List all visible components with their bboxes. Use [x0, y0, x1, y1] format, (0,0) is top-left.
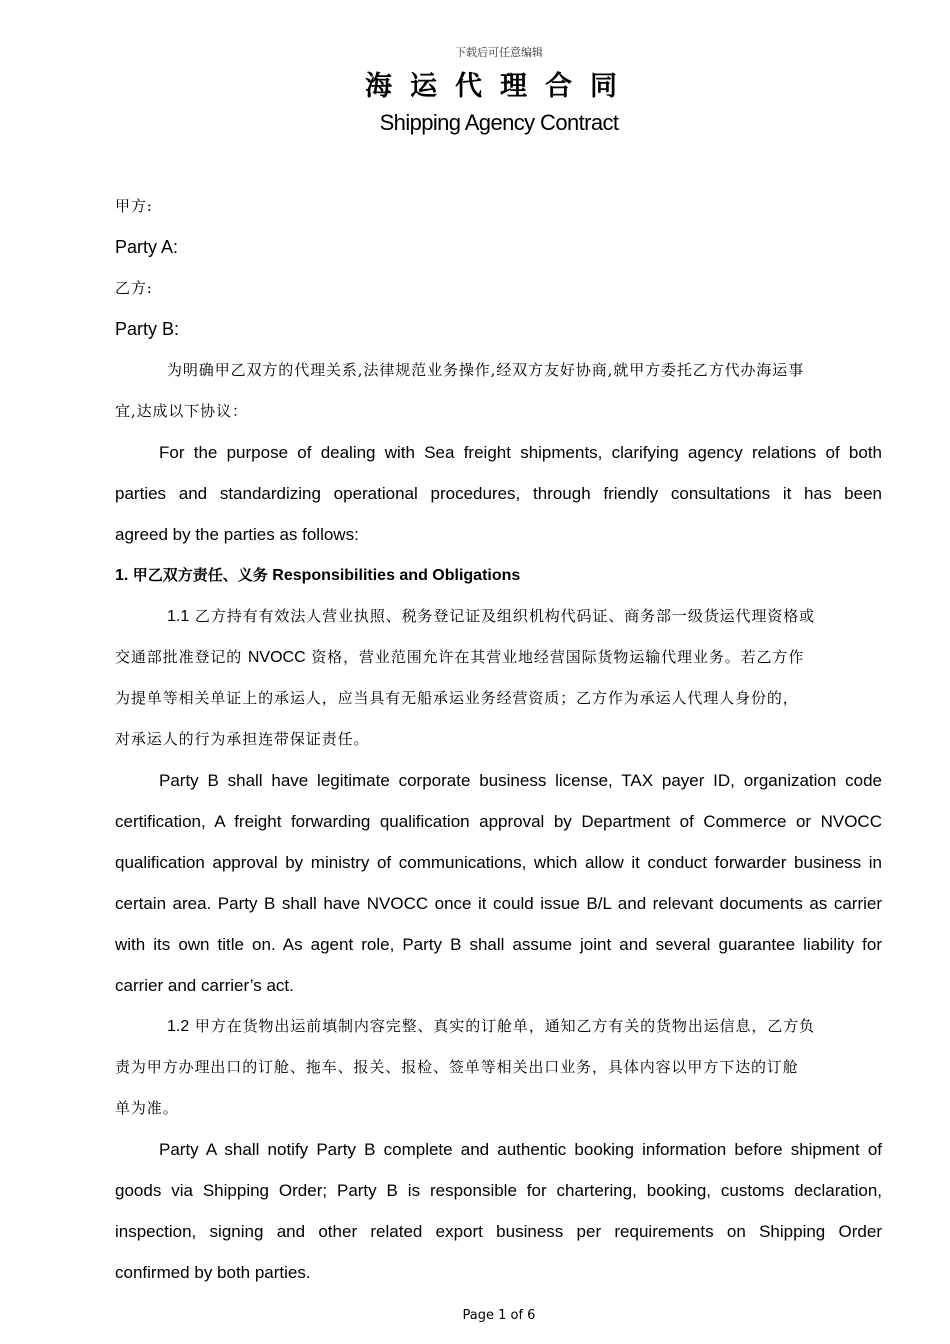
- clause-1-1-en-line-3: qualification approval by ministry of communications, which allow it conduct forwarder business in: [115, 853, 882, 872]
- clause-1-1-en-line-4: certain area. Party B shall have NVOCC once it could issue B/L and relevant documents as carrier: [115, 894, 882, 913]
- clause-1-2-en-line-1: Party A shall notify Party B complete and authentic booking information before shipment of: [159, 1140, 882, 1159]
- party-a-cn: 甲方:: [115, 197, 153, 215]
- intro-en-line-2: parties and standardizing operational procedures, through friendly consultations it has been: [115, 484, 882, 503]
- clause-1-2-en-line-4: confirmed by both parties.: [115, 1263, 311, 1282]
- document-body: [115, 186, 882, 1293]
- clause-1-2-cn-line-3: 单为准。: [115, 1099, 179, 1117]
- clause-1-2-number: 1.2: [167, 1018, 190, 1035]
- intro-cn-line-2: 宜,达成以下协议：: [115, 402, 248, 420]
- clause-1-1-cn-line-2: [115, 637, 882, 678]
- clause-1-1-en-line-5: with its own title on. As agent role, Party B shall assume joint and several guarantee liability for: [115, 935, 882, 954]
- clause-1-2-cn-text-1: 甲方在货物出运前填制内容完整、真实的订舱单，通知乙方有关的货物出运信息，乙方负: [194, 1017, 816, 1035]
- clause-1-1-nvocc: NVOCC: [247, 649, 306, 666]
- header-note: 下载后可任意编辑: [455, 46, 543, 59]
- clause-1-1-en-line-1: Party B shall have legitimate corporate business license, TAX payer ID, organization code: [159, 771, 882, 790]
- party-b-cn: 乙方:: [115, 279, 153, 297]
- clause-1-2-en-line-3: inspection, signing and other related export business per requirements on Shipping Order: [115, 1222, 882, 1241]
- clause-1-1-en-line-6: carrier and carrier’s act.: [115, 976, 294, 995]
- party-a-en: Party A:: [115, 237, 179, 257]
- section-1-heading: [115, 555, 882, 596]
- clause-1-2-cn-line-2: 责为甲方办理出口的订舱、拖车、报关、报检、签单等相关出口业务，具体内容以甲方下达的订舱: [115, 1058, 799, 1076]
- page-footer: Page 1 of 6: [462, 1308, 536, 1323]
- clause-1-1-cn-text-1: 乙方持有有效法人营业执照、税务登记证及组织机构代码证、商务部一级货运代理资格或: [194, 607, 816, 625]
- clause-1-2-en-line-2: goods via Shipping Order; Party B is responsible for chartering, booking, customs declaration,: [115, 1181, 882, 1200]
- section-1-title-en: Responsibilities and Obligations: [272, 567, 521, 584]
- section-1-title-cn: 甲乙双方责任、义务: [132, 566, 268, 584]
- clause-1-1-number: 1.1: [167, 608, 190, 625]
- party-b-en: Party B:: [115, 319, 180, 339]
- intro-cn-line-1: 为明确甲乙双方的代理关系,法律规范业务操作,经双方友好协商,就甲方委托乙方代办海运事: [167, 361, 805, 379]
- clause-1-1-cn-text-2c: 资格，营业范围允许在其营业地经营国际货物运输代理业务。若乙方作: [311, 648, 805, 666]
- intro-en-line-3: agreed by the parties as follows:: [115, 525, 359, 544]
- clause-1-1-cn-text-2a: 交通部批准登记的: [115, 648, 243, 666]
- clause-1-2-cn-line-1: [115, 1006, 882, 1047]
- intro-en-line-1: For the purpose of dealing with Sea freight shipments, clarifying agency relations of both: [159, 443, 882, 462]
- title-chinese: 海运代理合同: [365, 71, 635, 102]
- clause-1-1-cn-line-1: [115, 596, 882, 637]
- title-english: Shipping Agency Contract: [379, 110, 619, 135]
- clause-1-1-cn-line-3: 为提单等相关单证上的承运人，应当具有无船承运业务经营资质；乙方作为承运人代理人身份的，: [115, 689, 799, 707]
- clause-1-1-en-line-2: certification, A freight forwarding qualification approval by Department of Commerce or NVOCC: [115, 812, 882, 831]
- clause-1-1-cn-line-4: 对承运人的行为承担连带保证责任。: [115, 730, 370, 748]
- section-1-number: 1.: [115, 567, 129, 584]
